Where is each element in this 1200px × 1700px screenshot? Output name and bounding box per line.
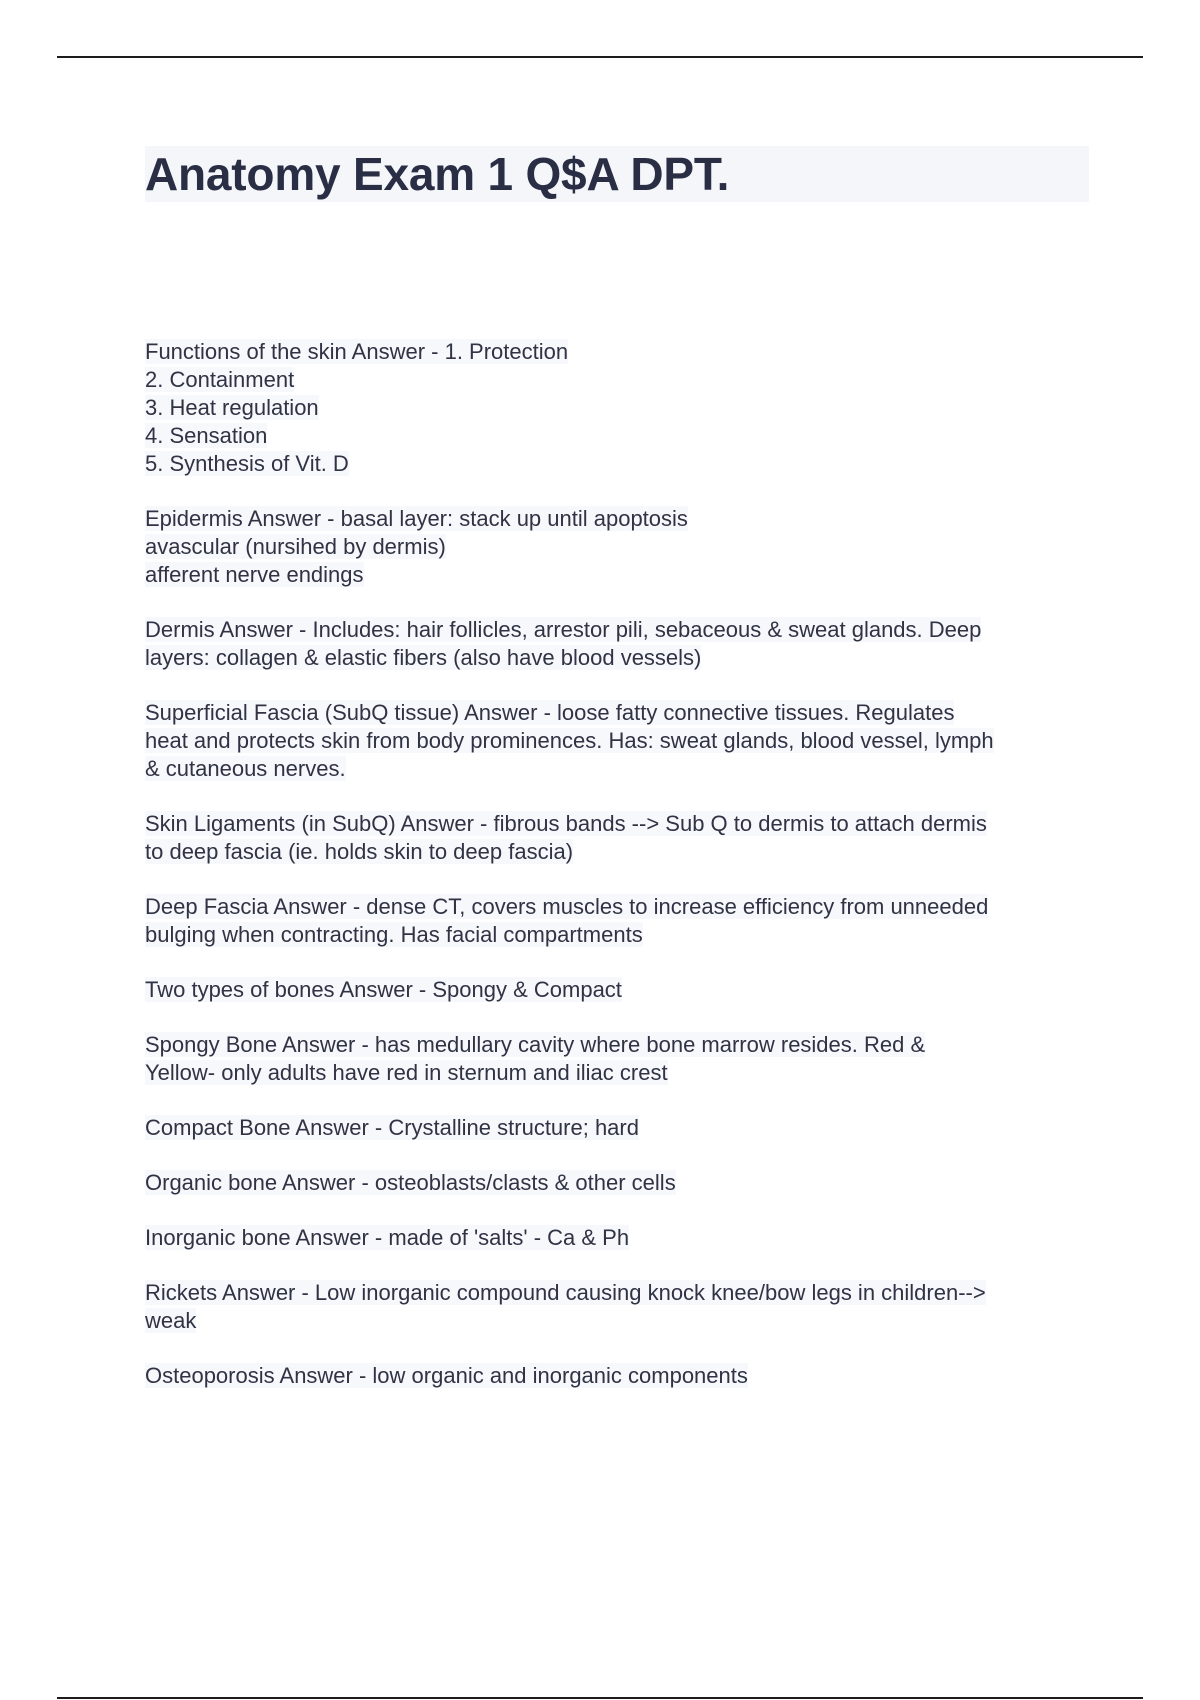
top-divider (57, 56, 1143, 58)
page-title: Anatomy Exam 1 Q$A DPT. (145, 148, 730, 200)
bottom-divider (57, 1697, 1143, 1699)
qa-entry-skin-ligaments: Skin Ligaments (in SubQ) Answer - fibrous bands --> Sub Q to dermis to attach dermis to deep fascia (ie. holds skin to deep fascia) (145, 811, 987, 864)
qa-entry-spongy-bone: Spongy Bone Answer - has medullary cavity where bone marrow resides. Red & Yellow- only adults have red in sternum and iliac crest (145, 1032, 926, 1085)
qa-entry-compact-bone: Compact Bone Answer - Crystalline structure; hard (145, 1115, 639, 1140)
qa-entry-inorganic-bone: Inorganic bone Answer - made of 'salts' - Ca & Ph (145, 1225, 630, 1250)
qa-entry-superficial-fascia: Superficial Fascia (SubQ tissue) Answer - loose fatty connective tissues. Regulates heat and protects skin from body prominences. Has: sweat glands, blood vessel, lymph & cutaneous nerves. (145, 700, 994, 781)
qa-entry-osteoporosis: Osteoporosis Answer - low organic and inorganic components (145, 1363, 748, 1388)
qa-entry-rickets: Rickets Answer - Low inorganic compound causing knock knee/bow legs in children--> weak (145, 1280, 986, 1333)
qa-entry-bone-types: Two types of bones Answer - Spongy & Compact (145, 977, 622, 1002)
qa-list (145, 338, 1085, 1417)
qa-entry-organic-bone: Organic bone Answer - osteoblasts/clasts & other cells (145, 1170, 676, 1195)
qa-entry-skin-functions: Functions of the skin Answer - 1. Protection 2. Containment 3. Heat regulation 4. Sensation 5. Synthesis of Vit. D (145, 339, 569, 476)
qa-entry-epidermis: Epidermis Answer - basal layer: stack up until apoptosis avascular (nursihed by dermis) afferent nerve endings (145, 506, 688, 587)
qa-entry-dermis: Dermis Answer - Includes: hair follicles, arrestor pili, sebaceous & sweat glands. Deep layers: collagen & elastic fibers (also have blood vessels) (145, 617, 982, 670)
qa-entry-deep-fascia: Deep Fascia Answer - dense CT, covers muscles to increase efficiency from unneeded bulging when contracting. Has facial compartments (145, 894, 989, 947)
title-banner (145, 146, 1089, 202)
